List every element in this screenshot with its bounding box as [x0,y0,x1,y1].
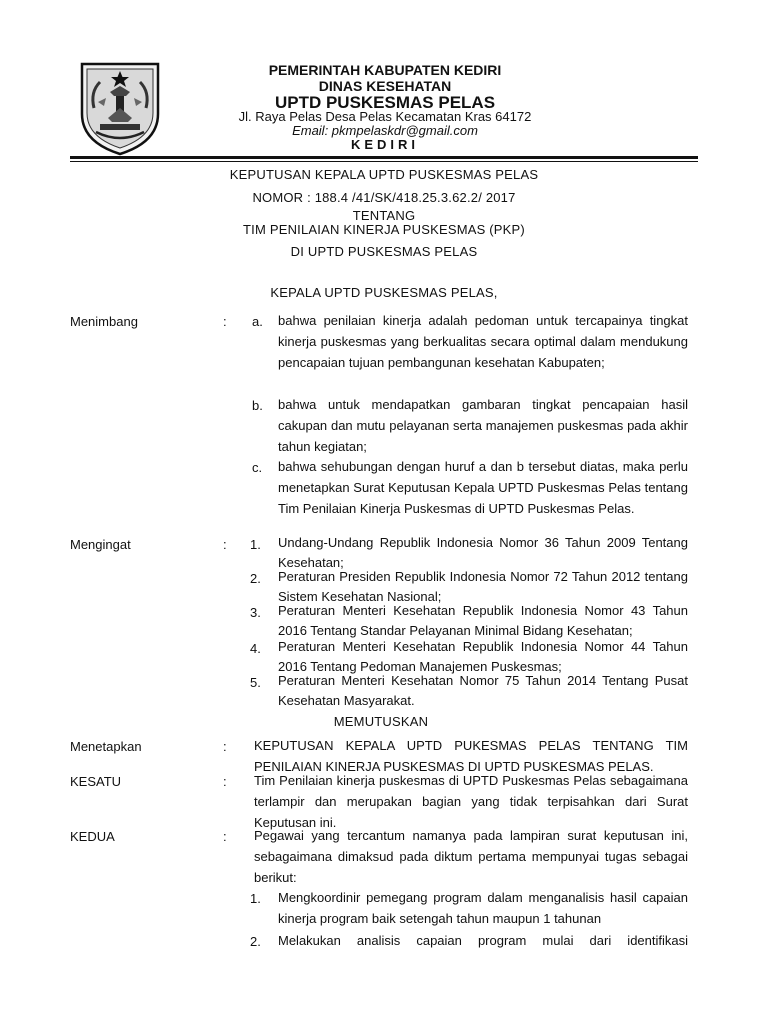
list-marker: 3. [250,605,261,620]
menetapkan-text: KEPUTUSAN KEPALA UPTD PUKESMAS PELAS TENTANG TIM PENILAIAN KINERJA PUSKESMAS DI UPTD PUSKESMAS PELAS. [254,738,688,774]
list-item-text: Peraturan Menteri Kesehatan Nomor 75 Tahun 2014 Tentang Pusat Kesehatan Masyarakat. [278,673,688,708]
section-colon: : [223,739,227,754]
list-item-text: bahwa penilaian kinerja adalah pedoman untuk tercapainya tingkat kinerja puskesmas yang berkualitas secara optimal dalam mendukung pencapaian tujuan pembangunan kesehatan Kabupaten; [278,313,688,370]
decree-subject: TIM PENILAIAN KINERJA PUSKESMAS (PKP) [243,222,525,237]
list-item-text: Peraturan Presiden Republik Indonesia Nomor 72 Tahun 2012 tentang Sistem Kesehatan Nasional; [278,569,688,604]
decree-place: DI UPTD PUSKESMAS PELAS [290,244,478,259]
list-marker: 2. [250,934,261,949]
list-marker: c. [252,460,263,475]
header-email: Email: pkmpelaskdr@gmail.com [292,123,478,138]
list-marker: a. [252,314,263,329]
section-colon: : [223,314,227,329]
list-item-text: Peraturan Menteri Kesehatan Republik Indonesia Nomor 44 Tahun 2016 Tentang Pedoman Manajemen Puskesmas; [278,639,688,674]
header-government: PEMERINTAH KABUPATEN KEDIRI [268,62,502,78]
decree-about: TENTANG [352,208,416,223]
memutuskan-heading: MEMUTUSKAN [333,714,429,729]
kediri-emblem-logo [80,62,160,156]
list-marker: 1. [250,537,261,552]
decree-title: KEPUTUSAN KEPALA UPTD PUSKESMAS PELAS [229,167,539,182]
list-marker: 5. [250,675,261,690]
kesatu-text: Tim Penilaian kinerja puskesmas di UPTD Puskesmas Pelas sebagaimana terlampir dan merupakan bagian yang tidak terpisahkan dari Surat Keputusan ini. [254,773,688,830]
list-item-text: Melakukan analisis capaian program mulai dari identifikasi [278,933,688,948]
section-colon: : [223,774,227,789]
list-marker: 2. [250,571,261,586]
section-label-menimbang: Menimbang [70,314,138,329]
list-item-text: bahwa sehubungan dengan huruf a dan b tersebut diatas, maka perlu menetapkan Surat Keputusan Kepala UPTD Puskesmas Pelas tentang Tim Penilaian Kinerja Puskesmas di UPTD Puskesmas Pelas. [278,459,688,516]
section-label-menetapkan: Menetapkan [70,739,142,754]
header-department: DINAS KESEHATAN [318,78,452,94]
section-label-kesatu: KESATU [70,774,122,789]
header-rule-thin [70,161,698,162]
list-marker: 1. [250,891,261,906]
list-item-text: Peraturan Menteri Kesehatan Republik Indonesia Nomor 43 Tahun 2016 Tentang Standar Pelayanan Minimal Bidang Kesehatan; [278,603,688,638]
section-colon: : [223,829,227,844]
section-label-kedua: KEDUA [70,829,115,844]
header-institution: UPTD PUSKESMAS PELAS [274,93,496,112]
list-item-text: Mengkoordinir pemegang program dalam menganalisis hasil capaian kinerja program baik setengah tahun maupun 1 tahunan [278,890,688,926]
header-address: Jl. Raya Pelas Desa Pelas Kecamatan Kras 64172 [238,109,532,124]
decree-number: NOMOR : 188.4 /41/SK/418.25.3.62.2/ 2017 [252,190,516,205]
list-item-text: bahwa untuk mendapatkan gambaran tingkat pencapaian hasil cakupan dan mutu pelayanan serta manajemen puskesmas pada akhir tahun kegiatan; [278,397,688,454]
section-colon: : [223,537,227,552]
kedua-text: Pegawai yang tercantum namanya pada lampiran surat keputusan ini, sebagaimana dimaksud pada diktum pertama mempunyai tugas sebagai berikut: [254,828,688,885]
section-label-mengingat: Mengingat [70,537,131,552]
header-rule-thick [70,156,698,159]
list-item-text: Undang-Undang Republik Indonesia Nomor 36 Tahun 2009 Tentang Kesehatan; [278,535,688,570]
decree-authority: KEPALA UPTD PUSKESMAS PELAS, [270,285,498,300]
list-marker: 4. [250,641,261,656]
header-city: KEDIRI [350,137,420,152]
list-marker: b. [252,398,263,413]
